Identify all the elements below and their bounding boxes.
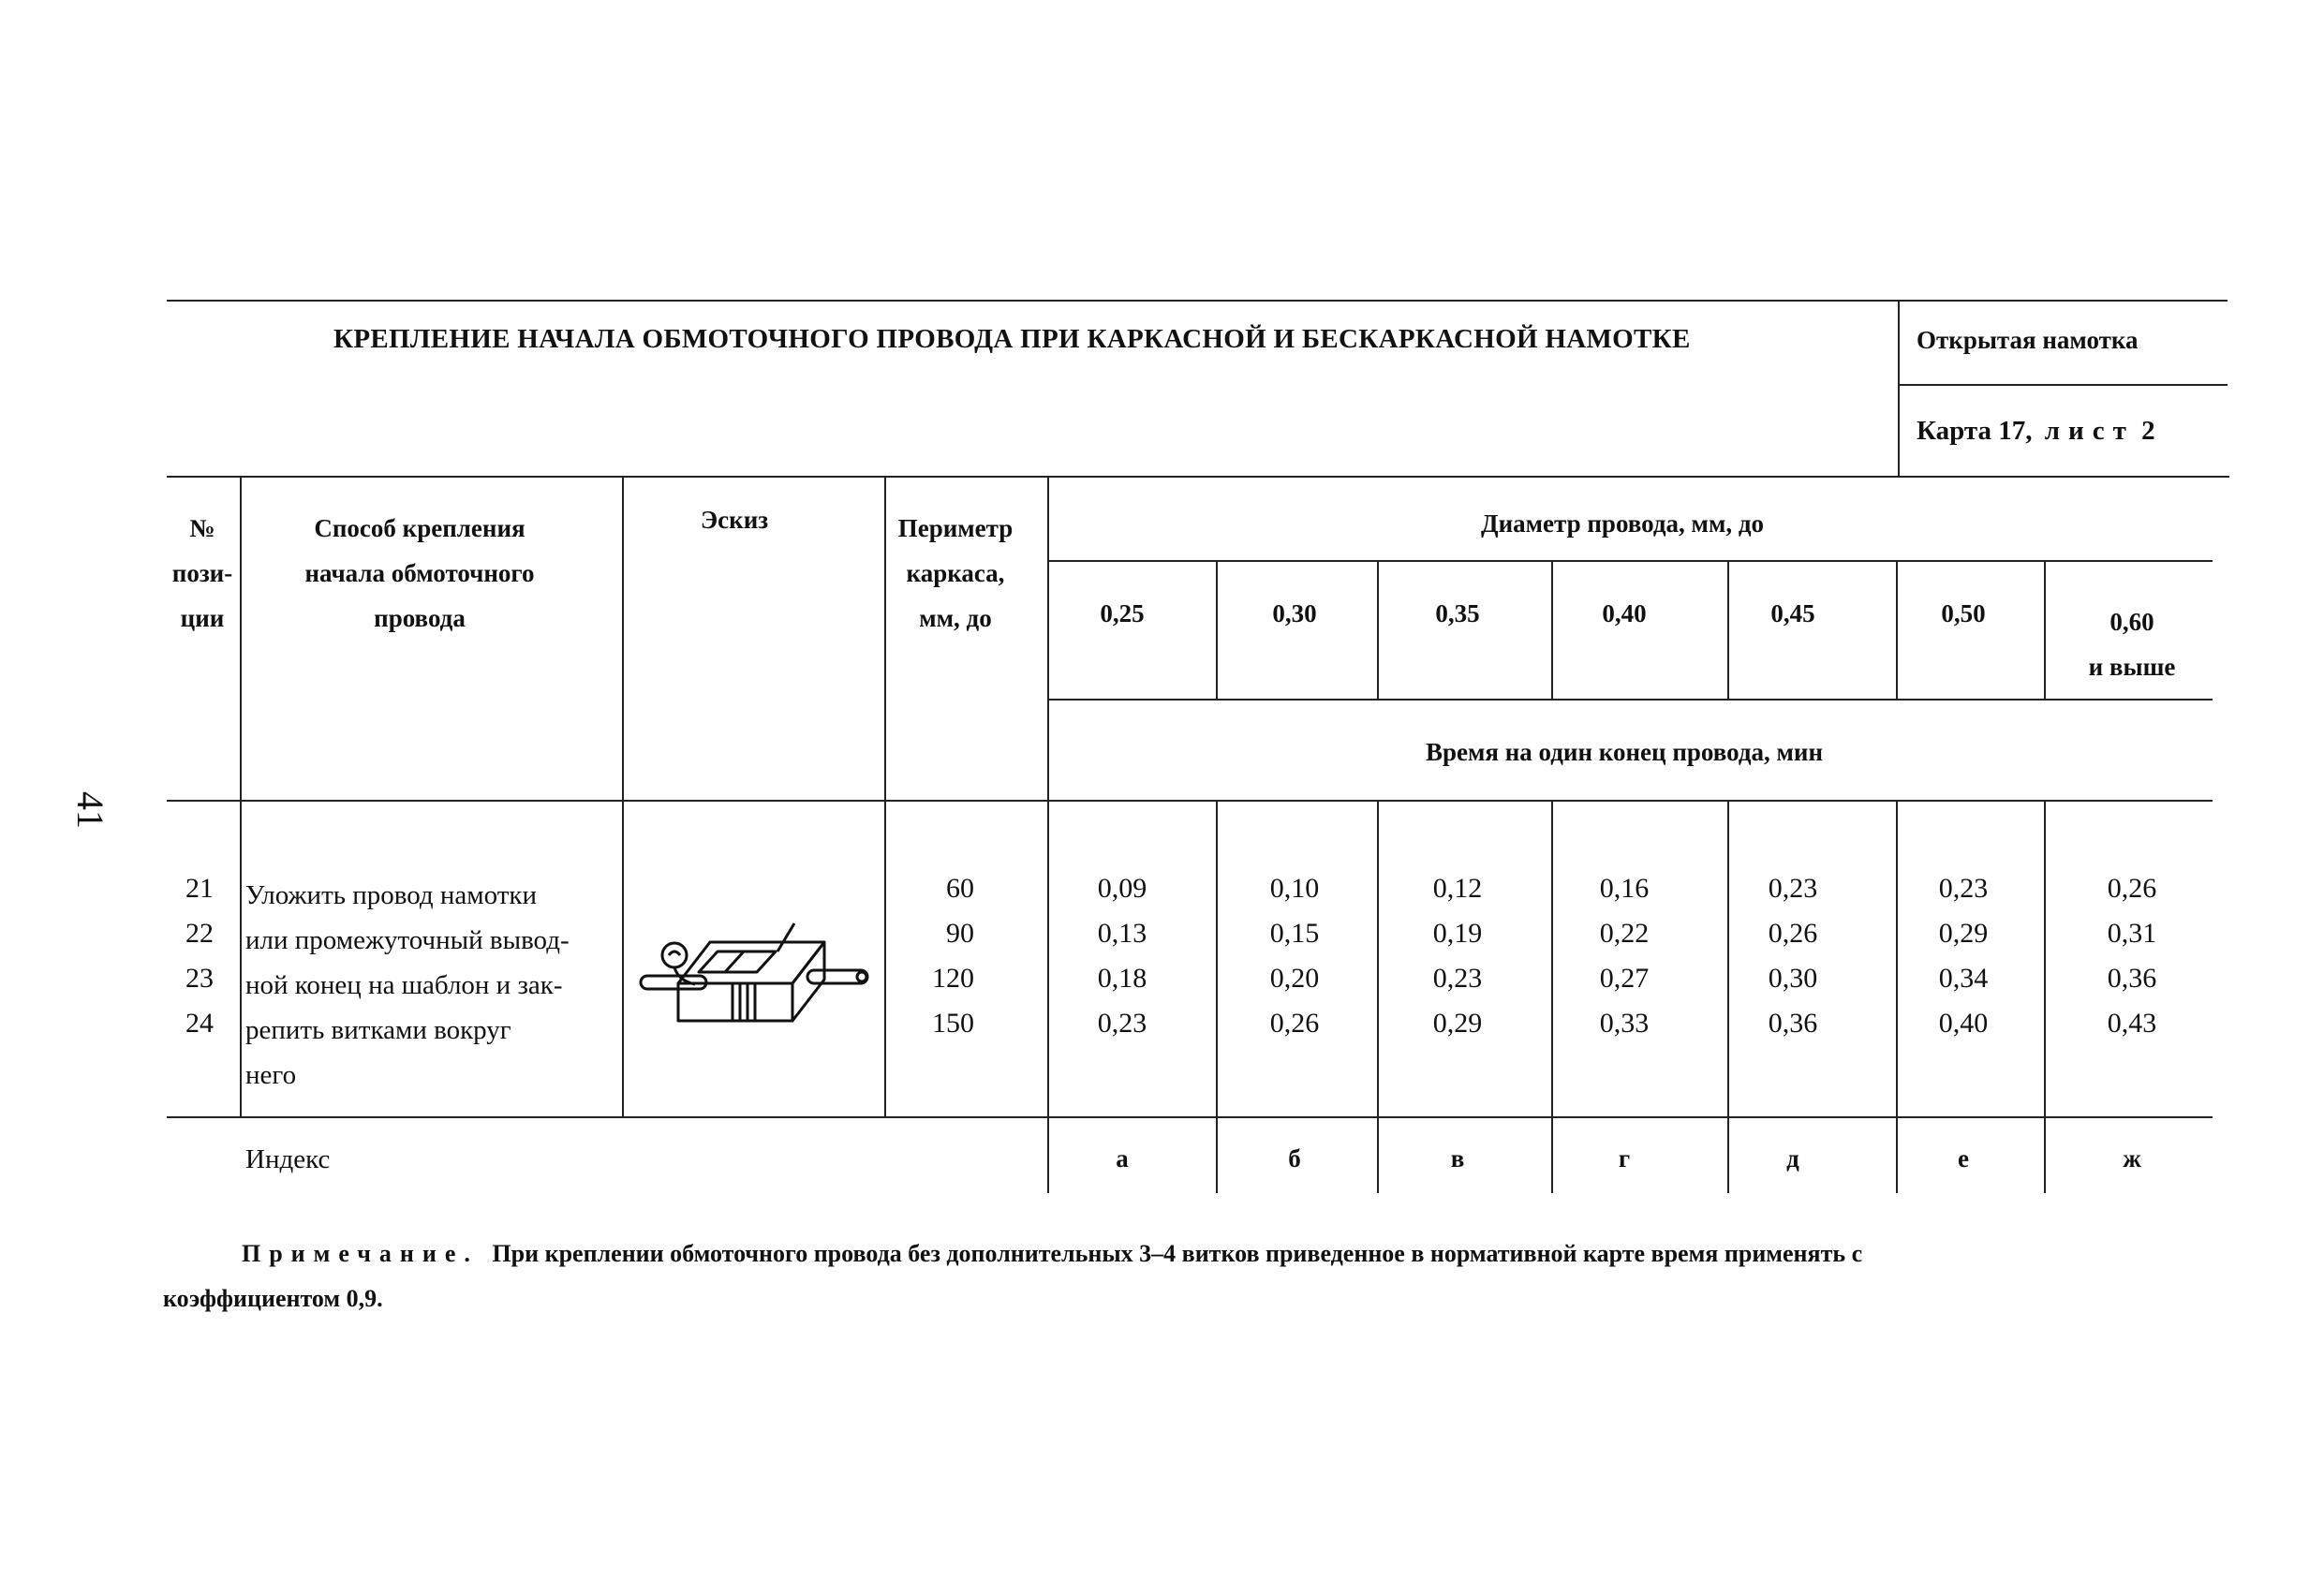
dia-divider-b1 — [1216, 800, 1218, 1193]
dia-divider-h4 — [1727, 560, 1729, 699]
value-23-f: 0,34 — [1938, 963, 1989, 994]
winding-type: Открытая намотка — [1917, 326, 2139, 354]
sheet-number: 2 — [2141, 416, 2155, 446]
perimeter-24: 150 — [932, 1008, 974, 1039]
value-23-e: 0,30 — [1768, 963, 1818, 994]
value-23-g: 0,36 — [2107, 963, 2157, 994]
diameter-0: 0,25 — [1100, 599, 1145, 627]
header-diameter: Диаметр провода, мм, до — [1481, 509, 1764, 538]
value-24-g: 0,43 — [2107, 1008, 2157, 1039]
page-title: КРЕПЛЕНИЕ НАЧАЛА ОБМОТОЧНОГО ПРОВОДА ПРИ КАРКАСНОЙ И БЕСКАРКАСНОЙ НАМОТКЕ — [333, 324, 1691, 354]
winding-sketch — [637, 918, 871, 1030]
diameter-4: 0,45 — [1770, 599, 1815, 627]
value-21-e: 0,23 — [1768, 873, 1818, 904]
perimeter-22: 90 — [946, 918, 974, 949]
value-21-f: 0,23 — [1938, 873, 1989, 904]
value-24-a: 0,23 — [1097, 1008, 1147, 1039]
page-number: 41 — [69, 791, 111, 829]
perimeter-23: 120 — [932, 963, 974, 994]
dia-divider-h6 — [2044, 560, 2046, 699]
perimeter-21: 60 — [946, 873, 974, 904]
body-bottom-rule — [167, 1116, 2213, 1118]
index-d: г — [1618, 1144, 1631, 1173]
header-sketch: Эскиз — [700, 506, 769, 534]
value-22-e: 0,26 — [1768, 918, 1818, 949]
value-21-a: 0,09 — [1097, 873, 1147, 904]
index-f: е — [1958, 1144, 1969, 1173]
value-22-c: 0,19 — [1432, 918, 1483, 949]
value-22-b: 0,15 — [1269, 918, 1320, 949]
value-21-c: 0,12 — [1432, 873, 1483, 904]
value-24-d: 0,33 — [1599, 1008, 1650, 1039]
value-21-d: 0,16 — [1599, 873, 1650, 904]
card-number: Карта 17, — [1917, 416, 2033, 446]
value-23-b: 0,20 — [1269, 963, 1320, 994]
row-pos-22: 22 — [185, 918, 214, 949]
dia-divider-b4 — [1727, 800, 1729, 1193]
dia-divider-b2 — [1377, 800, 1379, 1193]
note-line1: При креплении обмоточного провода без дополнительных 3–4 витков приведенное в нормативной карте время применять с — [492, 1240, 1863, 1267]
index-label: Индекс — [245, 1144, 331, 1174]
dia-divider-b3 — [1551, 800, 1553, 1193]
diameter-6: 0,60 и выше — [2088, 608, 2176, 681]
col-divider-3 — [884, 476, 886, 1118]
index-c: в — [1450, 1144, 1465, 1173]
note — [242, 1240, 1862, 1268]
col-divider-1 — [240, 476, 242, 1118]
side-box-divider — [1898, 384, 2228, 386]
index-g: ж — [2123, 1144, 2141, 1173]
value-24-b: 0,26 — [1269, 1008, 1320, 1039]
value-23-c: 0,23 — [1432, 963, 1483, 994]
value-22-f: 0,29 — [1938, 918, 1989, 949]
row-pos-24: 24 — [185, 1008, 214, 1039]
header-method: Способ крепления начала обмоточного провода — [304, 514, 535, 632]
col-divider-4 — [1047, 476, 1049, 1193]
value-22-a: 0,13 — [1097, 918, 1147, 949]
diameter-2: 0,35 — [1435, 599, 1480, 627]
index-a: а — [1116, 1144, 1129, 1173]
row-pos-21: 21 — [185, 873, 214, 904]
dia-divider-h2 — [1377, 560, 1379, 699]
value-24-f: 0,40 — [1938, 1008, 1989, 1039]
dia-divider-b6 — [2044, 800, 2046, 1193]
dia-divider-h5 — [1896, 560, 1898, 699]
dia-divider-h3 — [1551, 560, 1553, 699]
header-perimeter: Периметр каркаса, мм, до — [897, 514, 1014, 632]
row-pos-23: 23 — [185, 963, 214, 994]
diameter-5: 0,50 — [1941, 599, 1986, 627]
header-bottom-rule — [167, 800, 2213, 802]
sheet-word: лист — [2044, 416, 2135, 446]
col-divider-2 — [622, 476, 624, 1118]
value-23-d: 0,27 — [1599, 963, 1650, 994]
index-b: б — [1288, 1144, 1301, 1173]
header-position: № пози- ции — [171, 514, 233, 632]
index-e: д — [1786, 1144, 1799, 1173]
note-label: Примечание. — [242, 1240, 479, 1267]
value-22-g: 0,31 — [2107, 918, 2157, 949]
time-subrule — [1047, 699, 2213, 701]
value-24-e: 0,36 — [1768, 1008, 1818, 1039]
dia-divider-b5 — [1896, 800, 1898, 1193]
diameter-subrule — [1047, 560, 2213, 562]
value-21-b: 0,10 — [1269, 873, 1320, 904]
diameter-3: 0,40 — [1602, 599, 1647, 627]
card-label — [1917, 416, 2155, 447]
table-top-rule — [167, 476, 2229, 478]
value-23-a: 0,18 — [1097, 963, 1147, 994]
title-box-divider — [1898, 300, 1900, 478]
value-24-c: 0,29 — [1432, 1008, 1483, 1039]
header-time: Время на один конец провода, мин — [1425, 738, 1824, 766]
dia-divider-h1 — [1216, 560, 1218, 699]
top-rule — [167, 300, 2228, 302]
method-description: Уложить провод намотки или промежуточный вывод- ной конец на шаблон и зак- репить витками вокруг него — [245, 880, 570, 1090]
value-21-g: 0,26 — [2107, 873, 2157, 904]
note-line2: коэффициентом 0,9. — [163, 1285, 383, 1312]
value-22-d: 0,22 — [1599, 918, 1650, 949]
diameter-1: 0,30 — [1272, 599, 1317, 627]
